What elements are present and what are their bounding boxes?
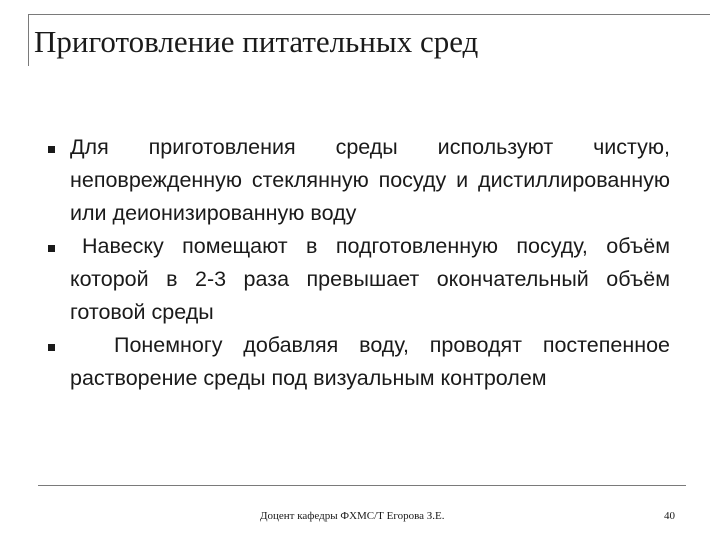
slide-title: Приготовление питательных сред xyxy=(34,24,479,59)
bullet-marker-icon xyxy=(48,245,55,252)
list-item xyxy=(48,131,670,230)
footer-divider xyxy=(38,485,686,486)
bullet-text: Понемногу добавляя воду, проводят постепенное растворение среды под визуальным контролем xyxy=(70,333,670,390)
footer-author: Доцент кафедры ФХМС/Т Егорова З.Е. xyxy=(260,510,445,522)
bullet-text: Для приготовления среды используют чистую, неповрежденную стеклянную посуду и дистиллированную или деионизированную воду xyxy=(70,135,670,225)
bullet-marker-icon xyxy=(48,146,55,153)
title-frame-top-line xyxy=(28,14,710,15)
list-item xyxy=(48,230,670,329)
bullet-text: Навеску помещают в подготовленную посуду, объём которой в 2-3 раза превышает окончательный объём готовой среды xyxy=(70,234,670,324)
page-number: 40 xyxy=(664,510,675,522)
bullet-list xyxy=(48,131,670,395)
title-frame-left-line xyxy=(28,14,29,66)
list-item xyxy=(48,329,670,395)
bullet-marker-icon xyxy=(48,344,55,351)
